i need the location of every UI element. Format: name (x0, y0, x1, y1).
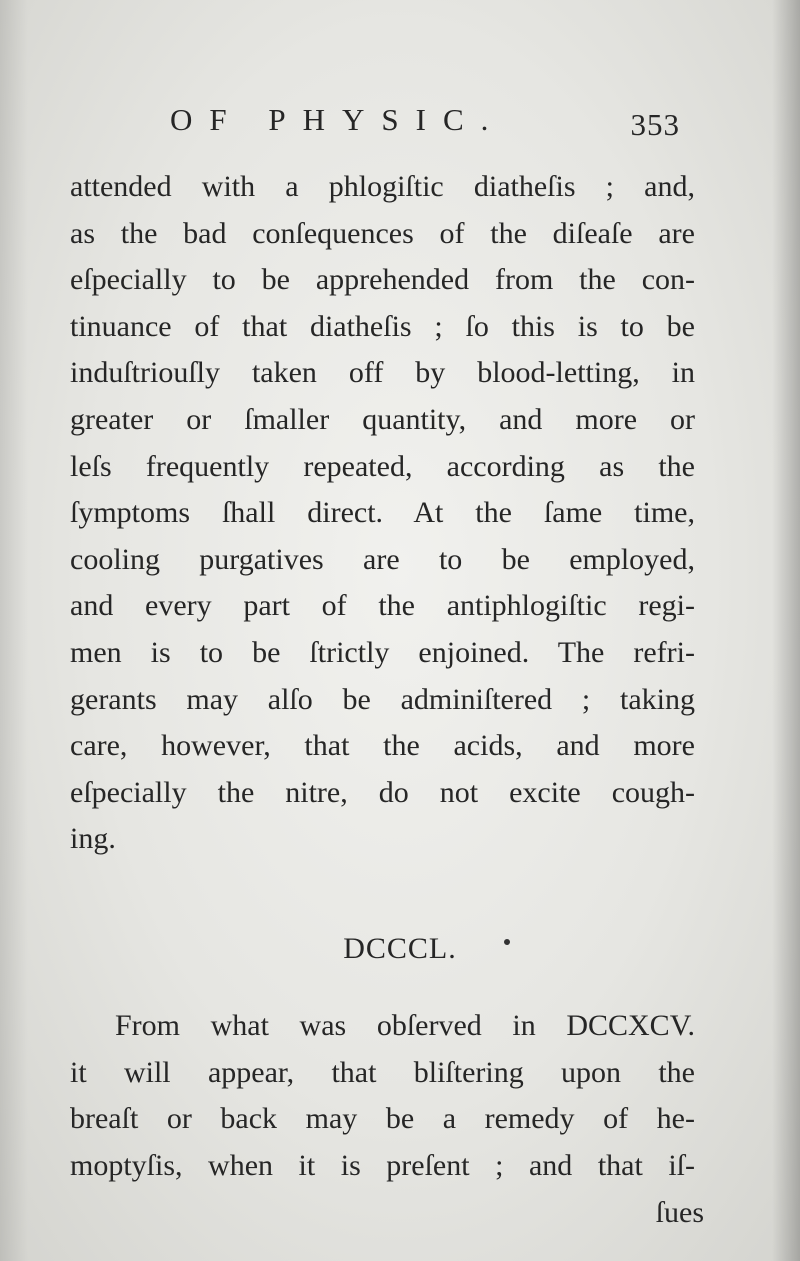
text-line: and every part of the antiphlogiſtic regi- (70, 589, 695, 623)
page-edge-shadow-left (0, 0, 28, 1261)
text-line: breaſt or back may be a remedy of he- (70, 1102, 695, 1136)
text-line: moptyſis, when it is preſent ; and that iſ- (70, 1148, 695, 1182)
text-line: men is to be ſtrictly enjoined. The refri- (70, 635, 695, 669)
page-number: 353 (630, 107, 680, 142)
text-line: induſtriouſly taken off by blood-letting, in (70, 356, 695, 390)
text-line: cooling purgatives are to be employed, (70, 542, 695, 576)
paragraph-2 (70, 1003, 695, 1189)
ink-speck (504, 939, 510, 945)
text-line: From what was obſerved in DCCXCV. (115, 1009, 695, 1042)
text-line: care, however, that the acids, and more (70, 729, 695, 763)
text-line: it will appear, that bliſtering upon the (70, 1055, 695, 1089)
section-heading: DCCCL. (343, 932, 457, 965)
text-line: ſymptoms ſhall direct. At the ſame time, (70, 496, 695, 530)
text-line: eſpecially to be apprehended from the con- (70, 263, 695, 297)
catchword: ſues (655, 1196, 704, 1229)
text-line: eſpecially the nitre, do not excite cough- (70, 775, 695, 809)
text-line: gerants may alſo be adminiſtered ; taking (70, 682, 695, 716)
text-line: ing. (70, 822, 116, 856)
page-edge-shadow-right (772, 0, 800, 1261)
text-line: tinuance of that diatheſis ; ſo this is to be (70, 309, 695, 343)
paragraph-1 (70, 164, 695, 863)
running-title: OF PHYSIC. (170, 102, 506, 137)
text-line: as the bad conſequences of the diſeaſe are (70, 216, 695, 250)
text-line: greater or ſmaller quantity, and more or (70, 402, 695, 436)
text-line: leſs frequently repeated, according as the (70, 449, 695, 483)
text-line: attended with a phlogiſtic diatheſis ; and, (70, 170, 695, 203)
